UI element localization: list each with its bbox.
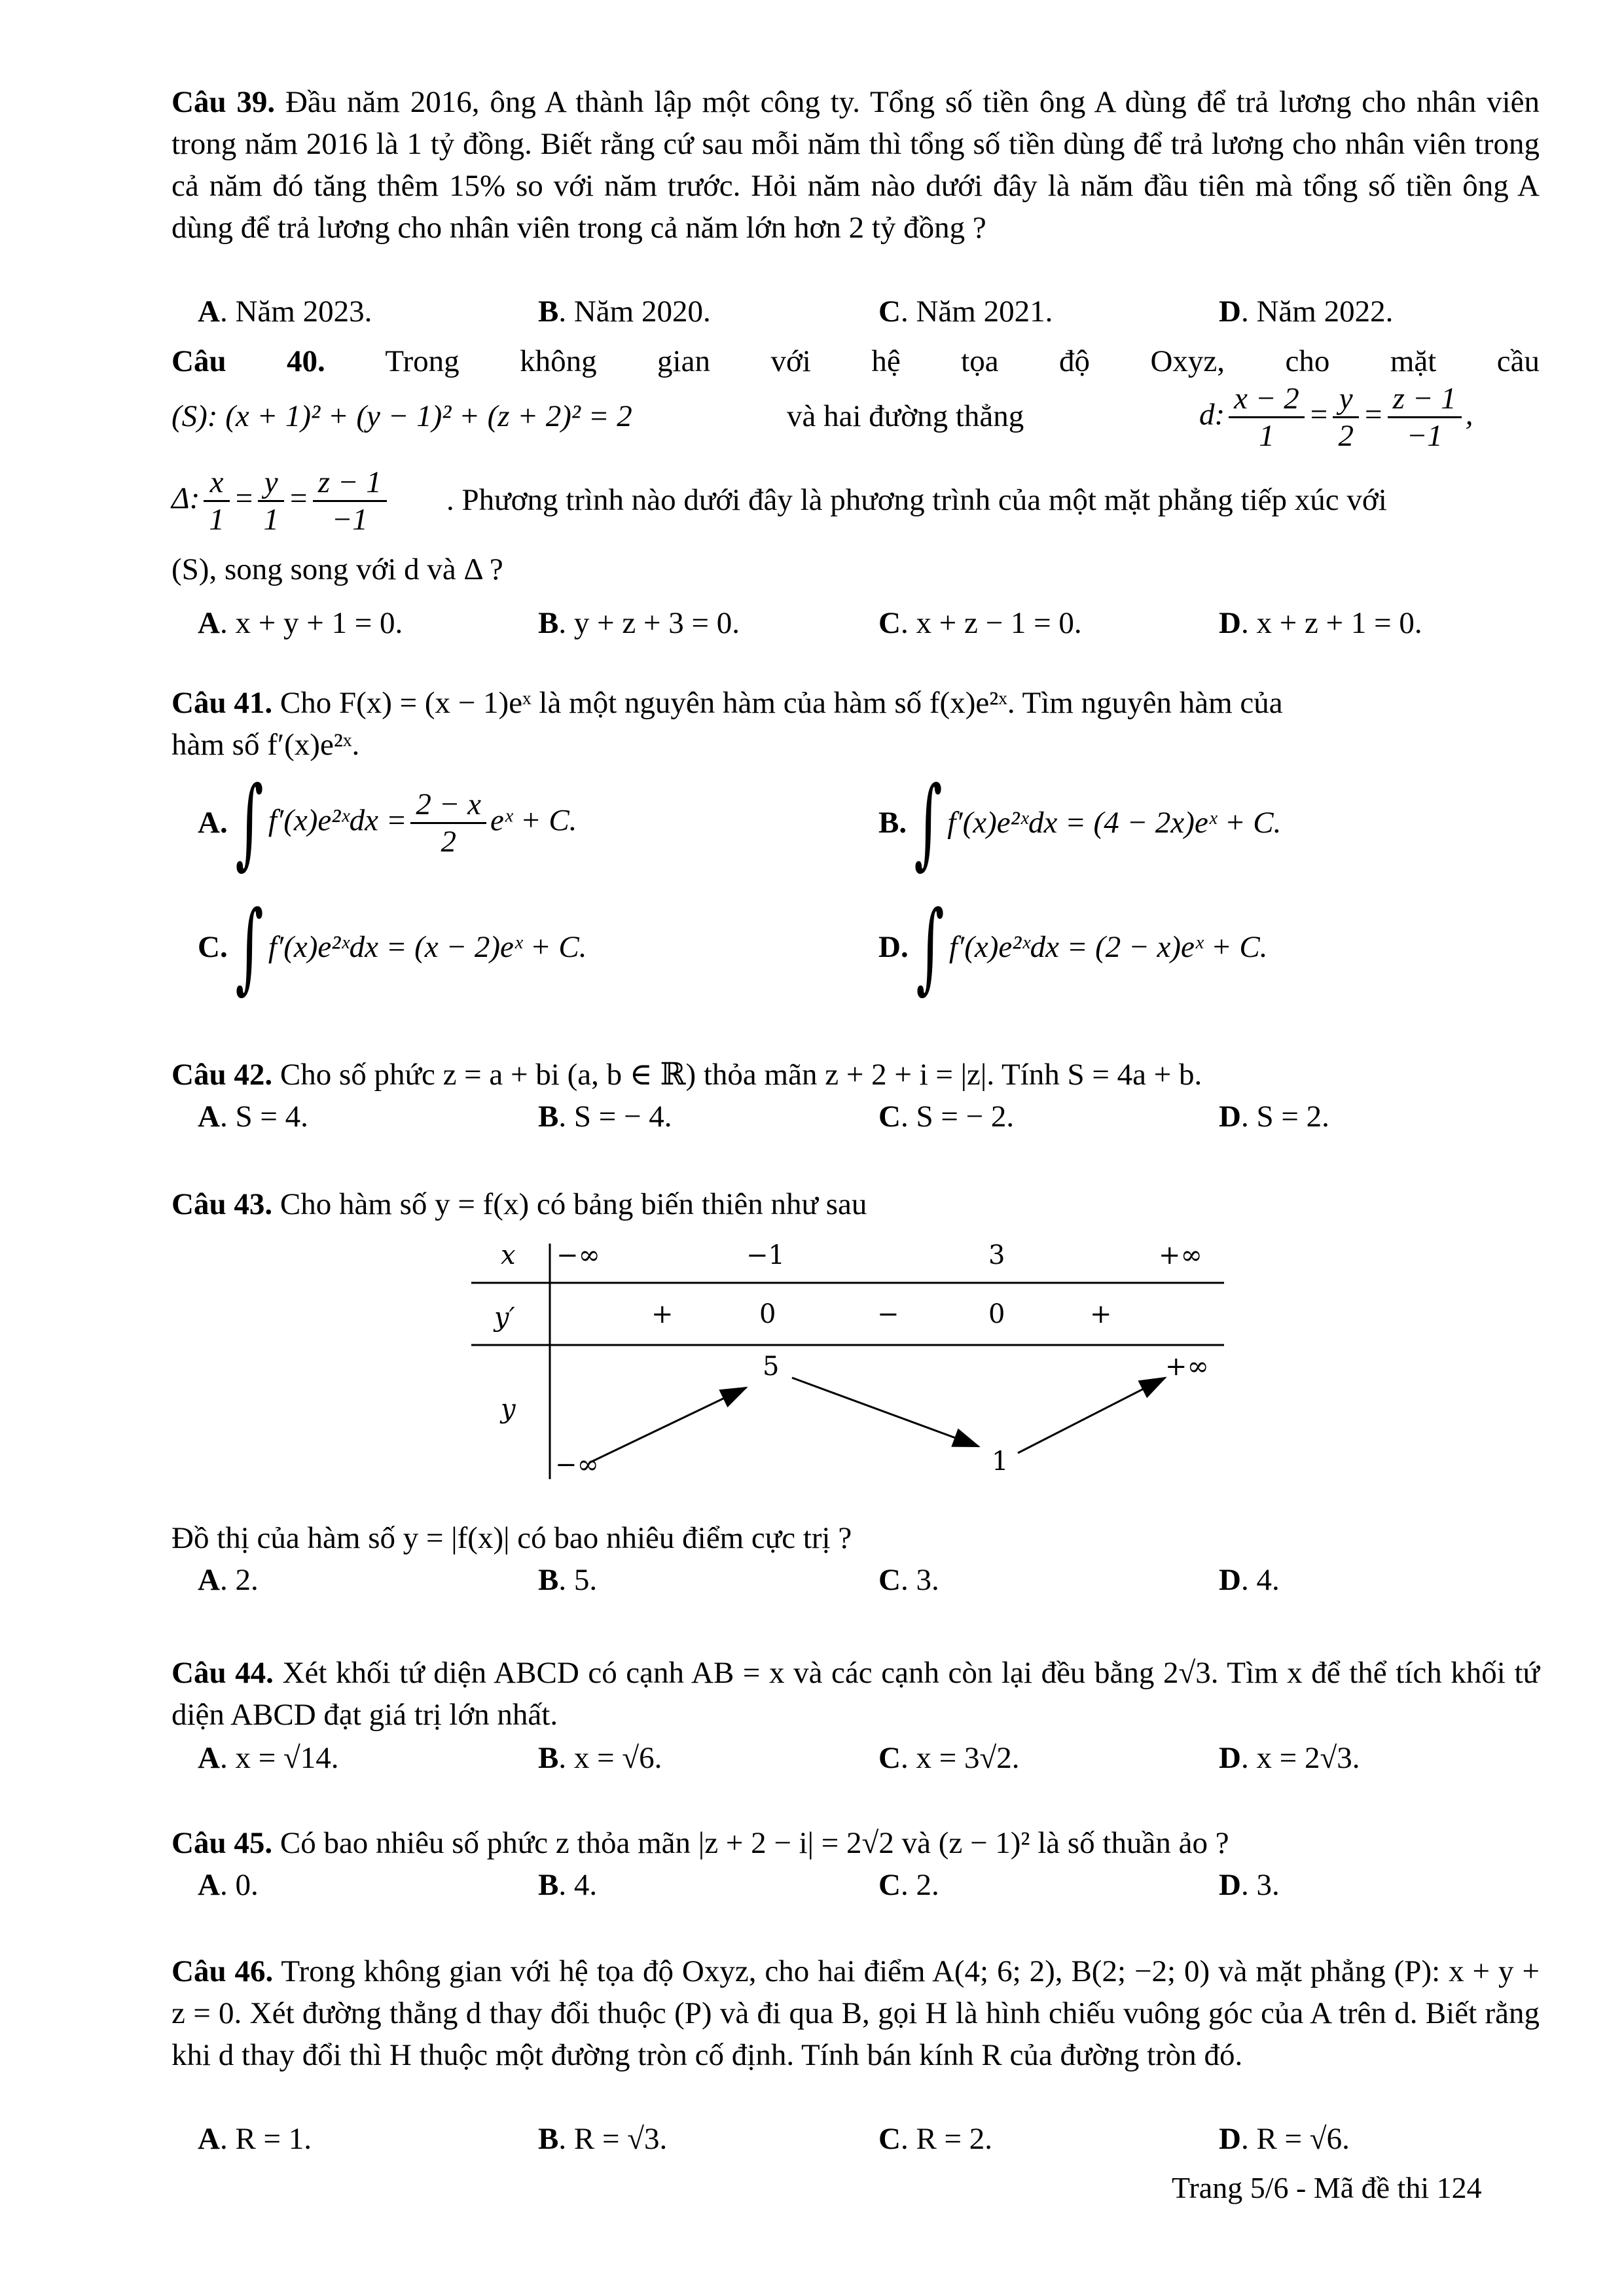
table-y-val: 5 <box>763 1352 780 1382</box>
table-y-label: y <box>501 1394 516 1424</box>
question-40-options <box>171 602 1540 644</box>
q43-option-b[interactable]: B. 5. <box>538 1563 598 1597</box>
question-40-label: Câu 40. <box>171 344 325 378</box>
q46-option-a[interactable]: A. R = 1. <box>198 2122 312 2156</box>
question-43-question-text: Đồ thị của hàm số y = |f(x)| có bao nhiêu điểm cực trị ? <box>171 1521 852 1555</box>
q45-option-d[interactable]: D. 3. <box>1219 1868 1280 1902</box>
line-delta-equation: Δ: $\frac{x}{1}$ = $\frac{y}{1}$ = $\frac{z - 1}{-1}$ <box>171 465 391 537</box>
variation-table <box>471 1237 1224 1492</box>
q42-option-a[interactable]: A. S = 4. <box>198 1100 308 1134</box>
table-yprime-label: y′ <box>494 1302 515 1333</box>
table-x-val: −∞ <box>556 1240 600 1270</box>
line-d-equation: d: $\frac{x - 2}{1}$ = $\frac{y}{2}$ = $\frac{z - 1}{-1}$ , <box>1199 382 1473 453</box>
q44-option-c[interactable]: C. x = 3√2. <box>878 1741 1020 1775</box>
q39-option-b[interactable]: B. Năm 2020. <box>538 295 711 329</box>
q44-option-b[interactable]: B. x = √6. <box>538 1741 662 1775</box>
question-40-line3 <box>171 465 1540 537</box>
question-42-line <box>171 1054 1540 1096</box>
q46-option-d[interactable]: D. R = √6. <box>1219 2122 1350 2156</box>
q41-option-b[interactable]: B.∫ f′(x)e²ˣdx = (4 − 2x)eˣ + C. <box>878 766 1282 880</box>
integral-sign-icon: ∫ <box>235 766 264 880</box>
question-40-tail1: . Phương trình nào dưới đây là phương trình của một mặt phẳng tiếp xúc với <box>446 483 1387 517</box>
question-40-tail2: (S), song song với d và Δ ? <box>171 552 503 586</box>
question-40-mid-text: và hai đường thẳng <box>787 399 1024 433</box>
q41-option-a[interactable]: A.∫ f′(x)e²ˣdx = $\frac{2 - x}{2}$ eˣ + C. <box>198 766 577 880</box>
arrow-decrease <box>792 1378 979 1446</box>
question-39-options <box>171 291 1540 332</box>
q45-option-c[interactable]: C. 2. <box>878 1868 939 1902</box>
question-41-text1: Cho F(x) = (x − 1)eˣ là một nguyên hàm của hàm số f(x)e²ˣ. Tìm nguyên hàm của <box>280 686 1283 720</box>
q44-option-d[interactable]: D. x = 2√3. <box>1219 1741 1360 1775</box>
page-footer: Trang 5/6 - Mã đề thi 124 <box>1172 2171 1482 2204</box>
q46-option-b[interactable]: B. R = √3. <box>538 2122 668 2156</box>
sphere-equation: (S): (x + 1)² + (y − 1)² + (z + 2)² = 2 <box>171 399 632 433</box>
question-42-label: Câu 42. <box>171 1058 273 1092</box>
question-41-options-row1 <box>171 766 1540 898</box>
question-40-line2 <box>171 381 1540 453</box>
q45-option-a[interactable]: A. 0. <box>198 1868 259 1902</box>
q41-option-d[interactable]: D.∫ f′(x)e²ˣdx = (2 − x)eˣ + C. <box>878 890 1268 1004</box>
table-yp-val: 0 <box>988 1299 1005 1329</box>
question-44-options <box>171 1737 1540 1779</box>
table-x-label: x <box>501 1240 516 1270</box>
q43-option-c[interactable]: C. 3. <box>878 1563 939 1597</box>
question-46-text-block <box>171 1950 1540 2076</box>
table-yp-val: − <box>877 1299 899 1329</box>
question-41-text2: hàm số f′(x)e²ˣ. <box>171 728 360 762</box>
table-x-val: +∞ <box>1159 1240 1202 1270</box>
question-42-text: Cho số phức z = a + bi (a, b ∈ ℝ) thỏa mãn z + 2 + i = |z|. Tính S = 4a + b. <box>280 1058 1202 1092</box>
question-42-options <box>171 1096 1540 1138</box>
question-44-text-block <box>171 1652 1540 1736</box>
table-yp-val: + <box>1090 1299 1112 1329</box>
question-39-text-block <box>171 81 1540 249</box>
question-41-line1 <box>171 682 1540 724</box>
table-y-val: +∞ <box>1165 1352 1209 1382</box>
q42-option-c[interactable]: C. S = − 2. <box>878 1100 1015 1134</box>
table-yp-val: 0 <box>759 1299 776 1329</box>
q39-option-d[interactable]: D. Năm 2022. <box>1219 295 1394 329</box>
question-43-options <box>171 1559 1540 1601</box>
integral-sign-icon: ∫ <box>916 890 945 1004</box>
question-41 <box>171 682 1540 1004</box>
question-43-label: Câu 43. <box>171 1187 273 1221</box>
question-45-text: Có bao nhiêu số phức z thỏa mãn |z + 2 − i| = 2√2 và (z − 1)² là số thuần ảo ? <box>280 1826 1229 1860</box>
table-x-val: 3 <box>988 1240 1005 1270</box>
question-44-label: Câu 44. <box>171 1656 274 1690</box>
q40-option-d[interactable]: D. x + z + 1 = 0. <box>1219 606 1422 640</box>
table-x-val: −1 <box>746 1240 785 1270</box>
table-y-val: 1 <box>992 1446 1009 1477</box>
question-39 <box>171 81 1540 329</box>
question-46-label: Câu 46. <box>171 1954 274 1988</box>
q41-option-c[interactable]: C.∫ f′(x)e²ˣdx = (x − 2)eˣ + C. <box>198 890 587 1004</box>
question-42 <box>171 1054 1540 1134</box>
question-43-question <box>171 1517 1540 1597</box>
question-43 <box>171 1183 1540 1225</box>
question-44 <box>171 1652 1540 1775</box>
question-41-label: Câu 41. <box>171 686 273 720</box>
question-40-line1-text: Trong không gian với hệ tọa độ Oxyz, cho mặt cầu <box>385 344 1540 378</box>
question-39-label: Câu 39. <box>171 85 276 119</box>
arrow-increase-1 <box>589 1388 746 1463</box>
table-y-val: −∞ <box>555 1450 599 1480</box>
question-40-line1 <box>171 340 1540 382</box>
q45-option-b[interactable]: B. 4. <box>538 1868 598 1902</box>
question-41-options-row2 <box>171 890 1540 1022</box>
question-44-text: Xét khối tứ diện ABCD có cạnh AB = x và các cạnh còn lại đều bằng 2√3. Tìm x để thể tích khối tứ diện ABCD đạt giá trị lớn nhất. <box>171 1656 1540 1732</box>
question-45-line <box>171 1822 1540 1864</box>
question-40 <box>171 340 1540 640</box>
q40-option-b[interactable]: B. y + z + 3 = 0. <box>538 606 740 640</box>
arrow-increase-2 <box>1018 1378 1165 1453</box>
question-45 <box>171 1822 1540 1902</box>
q40-option-c[interactable]: C. x + z − 1 = 0. <box>878 606 1082 640</box>
q39-option-a[interactable]: A. Năm 2023. <box>198 295 372 329</box>
integral-sign-icon: ∫ <box>235 890 264 1004</box>
integral-sign-icon: ∫ <box>914 766 943 880</box>
question-46-text: Trong không gian với hệ tọa độ Oxyz, cho hai điểm A(4; 6; 2), B(2; −2; 0) và mặt phẳng (P): x + y + z = 0. Xét đường thẳng d thay đổi thuộc (P) và đi qua B, gọi H là hình chiếu vuông góc của A trên d. Biết rằng khi d thay đổi thì H thuộc một đường tròn cố định. Tính bán kính R của đường tròn đó. <box>171 1954 1540 2072</box>
q43-option-a[interactable]: A. 2. <box>198 1563 259 1597</box>
question-45-options <box>171 1864 1540 1906</box>
question-39-text: Đầu năm 2016, ông A thành lập một công ty. Tổng số tiền ông A dùng để trả lương cho nhân viên trong năm 2016 là 1 tỷ đồng. Biết rằng cứ sau mỗi năm thì tổng số tiền dùng để trả lương cho nhân viên trong cả năm đó tăng thêm 15% so với năm trước. Hỏi năm nào dưới đây là năm đầu tiên mà tổng số tiền ông A dùng để trả lương cho nhân viên trong cả năm lớn hơn 2 tỷ đồng ? <box>171 85 1540 245</box>
question-43-text: Cho hàm số y = f(x) có bảng biến thiên như sau <box>280 1187 867 1221</box>
q39-option-c[interactable]: C. Năm 2021. <box>878 295 1053 329</box>
q42-option-d[interactable]: D. S = 2. <box>1219 1100 1329 1134</box>
question-45-label: Câu 45. <box>171 1826 273 1860</box>
q42-option-b[interactable]: B. S = − 4. <box>538 1100 672 1134</box>
question-46-options <box>171 2118 1540 2160</box>
table-yp-val: + <box>651 1299 674 1329</box>
q43-option-d[interactable]: D. 4. <box>1219 1563 1280 1597</box>
q44-option-a[interactable]: A. x = √14. <box>198 1741 339 1775</box>
question-46 <box>171 1950 1540 2156</box>
q46-option-c[interactable]: C. R = 2. <box>878 2122 993 2156</box>
q40-option-a[interactable]: A. x + y + 1 = 0. <box>198 606 403 640</box>
